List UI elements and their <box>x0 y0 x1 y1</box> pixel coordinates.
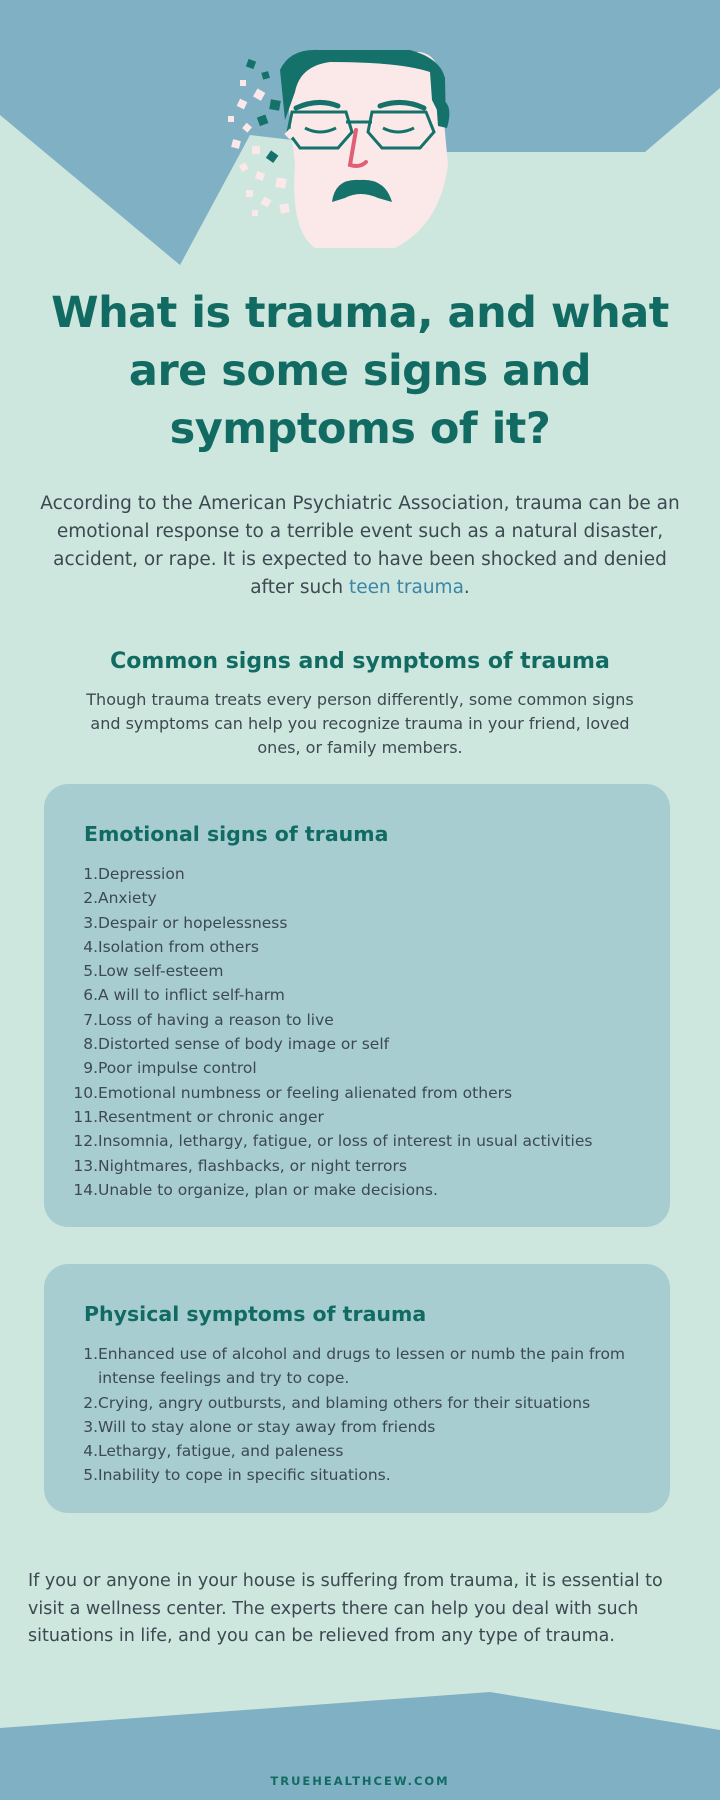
list-text: Enhanced use of alcohol and drugs to lessen or numb the pain from intense feelings and try to cope. <box>98 1345 626 1388</box>
list-item <box>64 1178 650 1202</box>
list-item <box>64 1129 650 1153</box>
physical-symptoms-card <box>44 1264 670 1513</box>
list-number: 2. <box>83 889 98 908</box>
list-item <box>64 983 650 1007</box>
list-item <box>64 1105 650 1129</box>
list-number: 1. <box>83 865 98 883</box>
list-text: Resentment or chronic anger <box>98 1107 324 1126</box>
list-item <box>64 1081 650 1105</box>
closing-paragraph: If you or anyone in your house is suffering from trauma, it is essential to visit a wellness center. The experts there can help you deal with such situations in life, and you can be relieved from any type of trauma. <box>28 1571 663 1646</box>
list-text: Insomnia, lethargy, fatigue, or loss of interest in usual activities <box>98 1132 593 1151</box>
list-number: 13. <box>73 1156 98 1175</box>
list-item <box>64 1342 650 1391</box>
list-number: 2. <box>83 1393 98 1412</box>
emotional-signs-card <box>44 784 670 1227</box>
list-item <box>64 1154 650 1178</box>
list-item <box>64 886 650 910</box>
list-item <box>64 1439 650 1463</box>
common-signs-description: Though trauma treats every person differently, some common signs and symptoms can help you recognize trauma in your friend, loved ones, or family members. <box>86 690 634 757</box>
emotional-signs-list <box>64 862 650 1202</box>
list-item <box>64 1415 650 1439</box>
list-text: Crying, angry outbursts, and blaming others for their situations <box>98 1393 591 1412</box>
list-number: 11. <box>73 1107 98 1126</box>
list-text: Low self-esteem <box>98 962 224 981</box>
list-item <box>64 1463 650 1487</box>
list-number: 5. <box>83 1466 98 1485</box>
list-number: 10. <box>73 1083 98 1102</box>
list-text: Emotional numbness or feeling alienated from others <box>98 1083 513 1102</box>
intro-paragraph <box>30 490 690 602</box>
list-text: Unable to organize, plan or make decisions. <box>98 1180 438 1199</box>
list-text: Nightmares, flashbacks, or night terrors <box>98 1156 407 1175</box>
list-number: 4. <box>83 1442 98 1461</box>
list-text: Loss of having a reason to live <box>98 1010 334 1029</box>
hero-banner <box>0 0 720 270</box>
list-text: Lethargy, fatigue, and paleness <box>98 1442 344 1461</box>
list-text: Poor impulse control <box>98 1059 257 1078</box>
emotional-signs-heading: Emotional signs of trauma <box>84 822 389 846</box>
list-item <box>64 1008 650 1032</box>
list-item <box>64 1032 650 1056</box>
list-text: Distorted sense of body image or self <box>98 1035 390 1054</box>
list-item <box>64 862 650 886</box>
teen-trauma-link[interactable]: teen trauma <box>349 577 464 598</box>
list-number: 1. <box>83 1345 98 1363</box>
list-number: 12. <box>73 1132 98 1151</box>
list-number: 3. <box>83 913 98 932</box>
list-text: Anxiety <box>98 889 157 908</box>
list-item <box>64 911 650 935</box>
list-number: 9. <box>83 1059 98 1078</box>
common-signs-heading: Common signs and symptoms of trauma <box>110 649 610 674</box>
list-number: 6. <box>83 986 98 1005</box>
intro-text: According to the American Psychiatric Association, trauma can be an emotional response to a terrible event such as a natural disaster, accident, or rape. It is expected to have been shocked and denied after such <box>40 493 680 598</box>
intro-end: . <box>463 577 470 598</box>
list-number: 5. <box>83 962 98 981</box>
physical-symptoms-heading: Physical symptoms of trauma <box>84 1302 427 1326</box>
page-title: What is trauma, and what are some signs and symptoms of it? <box>51 288 669 454</box>
list-item <box>64 1391 650 1415</box>
list-number: 3. <box>83 1417 98 1436</box>
footer-website-link[interactable]: TRUEHEALTHCEW.COM <box>270 1774 450 1788</box>
list-item <box>64 935 650 959</box>
list-text: Despair or hopelessness <box>98 913 288 932</box>
list-text: A will to inflict self-harm <box>98 986 285 1005</box>
list-number: 14. <box>73 1180 98 1199</box>
physical-symptoms-list <box>64 1342 650 1488</box>
list-text: Isolation from others <box>98 937 259 956</box>
dissolving-face-illustration <box>0 0 720 270</box>
list-text: Will to stay alone or stay away from friends <box>98 1417 436 1436</box>
list-text: Inability to cope in specific situations. <box>98 1466 391 1485</box>
list-number: 8. <box>83 1035 98 1054</box>
list-text: Depression <box>98 865 185 883</box>
list-number: 4. <box>83 937 98 956</box>
list-item <box>64 959 650 983</box>
list-number: 7. <box>83 1010 98 1029</box>
list-item <box>64 1056 650 1080</box>
